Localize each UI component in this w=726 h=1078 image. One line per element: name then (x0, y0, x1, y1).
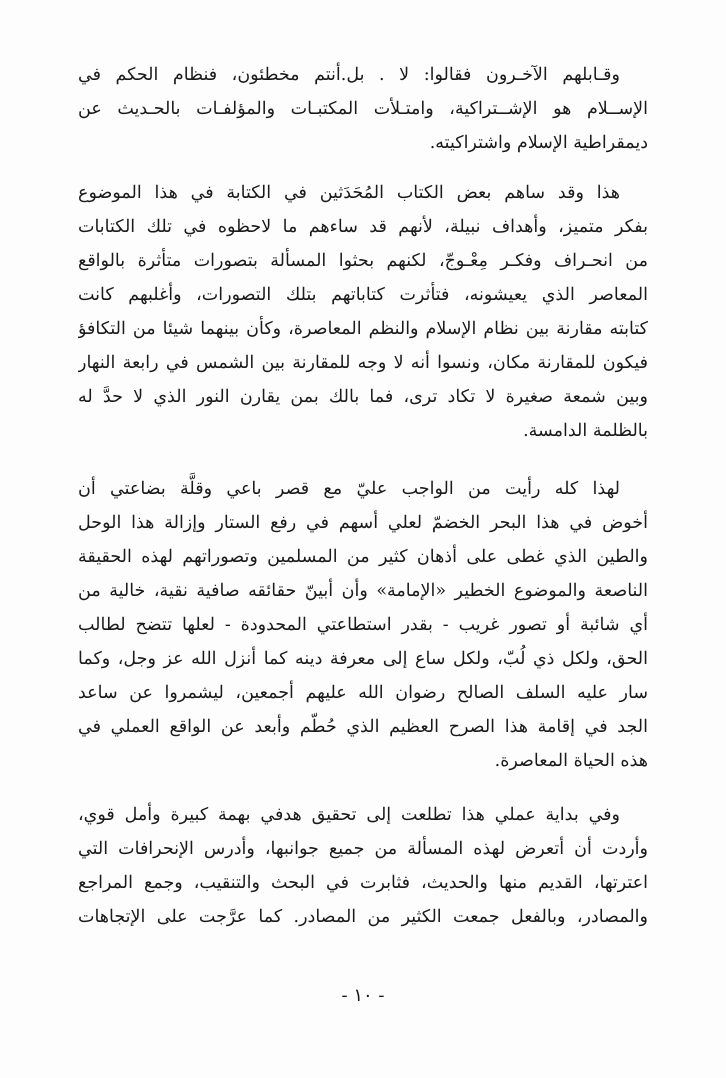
paragraph-line: الحق، ولكل ذي لُبّ، ولكل ساع إلى معرفة دينه كما أنزل الله عز وجل، وكما (78, 649, 648, 669)
paragraph-line: المعاصر الذي يعيشونه، فتأثرت كتاباتهم بتلك التصورات، وأغلبهم كانت (78, 285, 648, 305)
paragraph-1 (78, 58, 648, 160)
paragraph-line: والمصادر، وبالفعل جمعت الكثير من المصادر. كما عرَّجت على الإتجاهات (78, 907, 648, 927)
paragraph-line: أي شائبة أو تصور غريب - بقدر استطاعتي المحدودة - لعلها تتضح لطالب (78, 615, 648, 635)
paragraph-line: الناصعة والموضوع الخطير «الإمامة» وأن أبينّ حقائقه صافية نقية، خالية من (78, 581, 648, 601)
paragraph-line: سار عليه السلف الصالح رضوان الله عليهم أجمعين، ليشمروا عن ساعد (78, 683, 648, 703)
paragraph-line: وفي بداية عملي هذا تطلعت إلى تحقيق هدفي بهمة كبيرة وأمل قوي، (78, 805, 620, 825)
paragraph-line: بفكر متميز، وأهداف نبيلة، لأنهم قد ساءهم ما لاحظوه في تلك الكتابات (78, 217, 648, 237)
paragraph-line: هذا وقد ساهم بعض الكتاب المُحَدَثين في الكتابة في هذا الموضوع (78, 183, 620, 203)
paragraph-line: وقـابلهم الآخـرون فقالوا: لا . بل.أنتم مخطئون، فنظام الحكم في (78, 65, 620, 85)
page-number: - ١٠ - (341, 985, 385, 1006)
paragraph-line: ديمقراطية الإسلام واشتراكيته. (429, 133, 648, 153)
paragraph-line: الإســلام هو الإشــتراكية، وامتـلأت المكتبـات والمؤلفـات بالحـديث عن (78, 99, 648, 119)
paragraph-line: الجد في إقامة هذا الصرح العظيم الذي حُطّم وأبعد عن الواقع العملي في (78, 717, 648, 737)
paragraph-line: أخوض في هذا البحر الخضمّ لعلي أسهم في رفع الستار وإزالة هذا الوحل (78, 513, 648, 533)
paragraph-line: من انحـراف وفكـر مِعْـوجّ، لكنهم بحثوا المسألة بتصورات متأثرة بالواقع (78, 251, 648, 271)
paragraph-2 (78, 176, 648, 448)
paragraph-line: بالظلمة الدامسة. (523, 421, 648, 441)
paragraph-line: وبين شمعة صغيرة لا تكاد ترى، فما بالك بمن يقارن النور الذي لا حدَّ له (78, 387, 648, 407)
paragraph-line: فيكون للمقارنة مكان، ونسوا أنه لا وجه للمقارنة بين الشمس في رابعة النهار (78, 353, 648, 373)
paragraph-line: اعترتها، القديم منها والحديث، فثابرت في البحث والتنقيب، وجمع المراجع (78, 873, 648, 893)
paragraph-3 (78, 472, 648, 778)
paragraph-line: هذه الحياة المعاصرة. (494, 751, 648, 771)
paragraph-4 (78, 798, 648, 934)
paragraph-line: والطين الذي غطى على أذهان كثير من المسلمين وتصوراتهم لهذه الحقيقة (78, 547, 648, 567)
paragraph-line: كتابته مقارنة بين نظام الإسلام والنظم المعاصرة، وكأن بينهما شيئا من التكافؤ (78, 319, 648, 339)
paragraph-line: وأردت أن أتعرض لهذه المسألة من جميع جوانبها، وأدرس الإنحرافات التي (78, 839, 648, 859)
paragraph-line: لهذا كله رأيت من الواجب عليّ مع قصر باعي وقلَّة بضاعتي أن (78, 479, 620, 499)
